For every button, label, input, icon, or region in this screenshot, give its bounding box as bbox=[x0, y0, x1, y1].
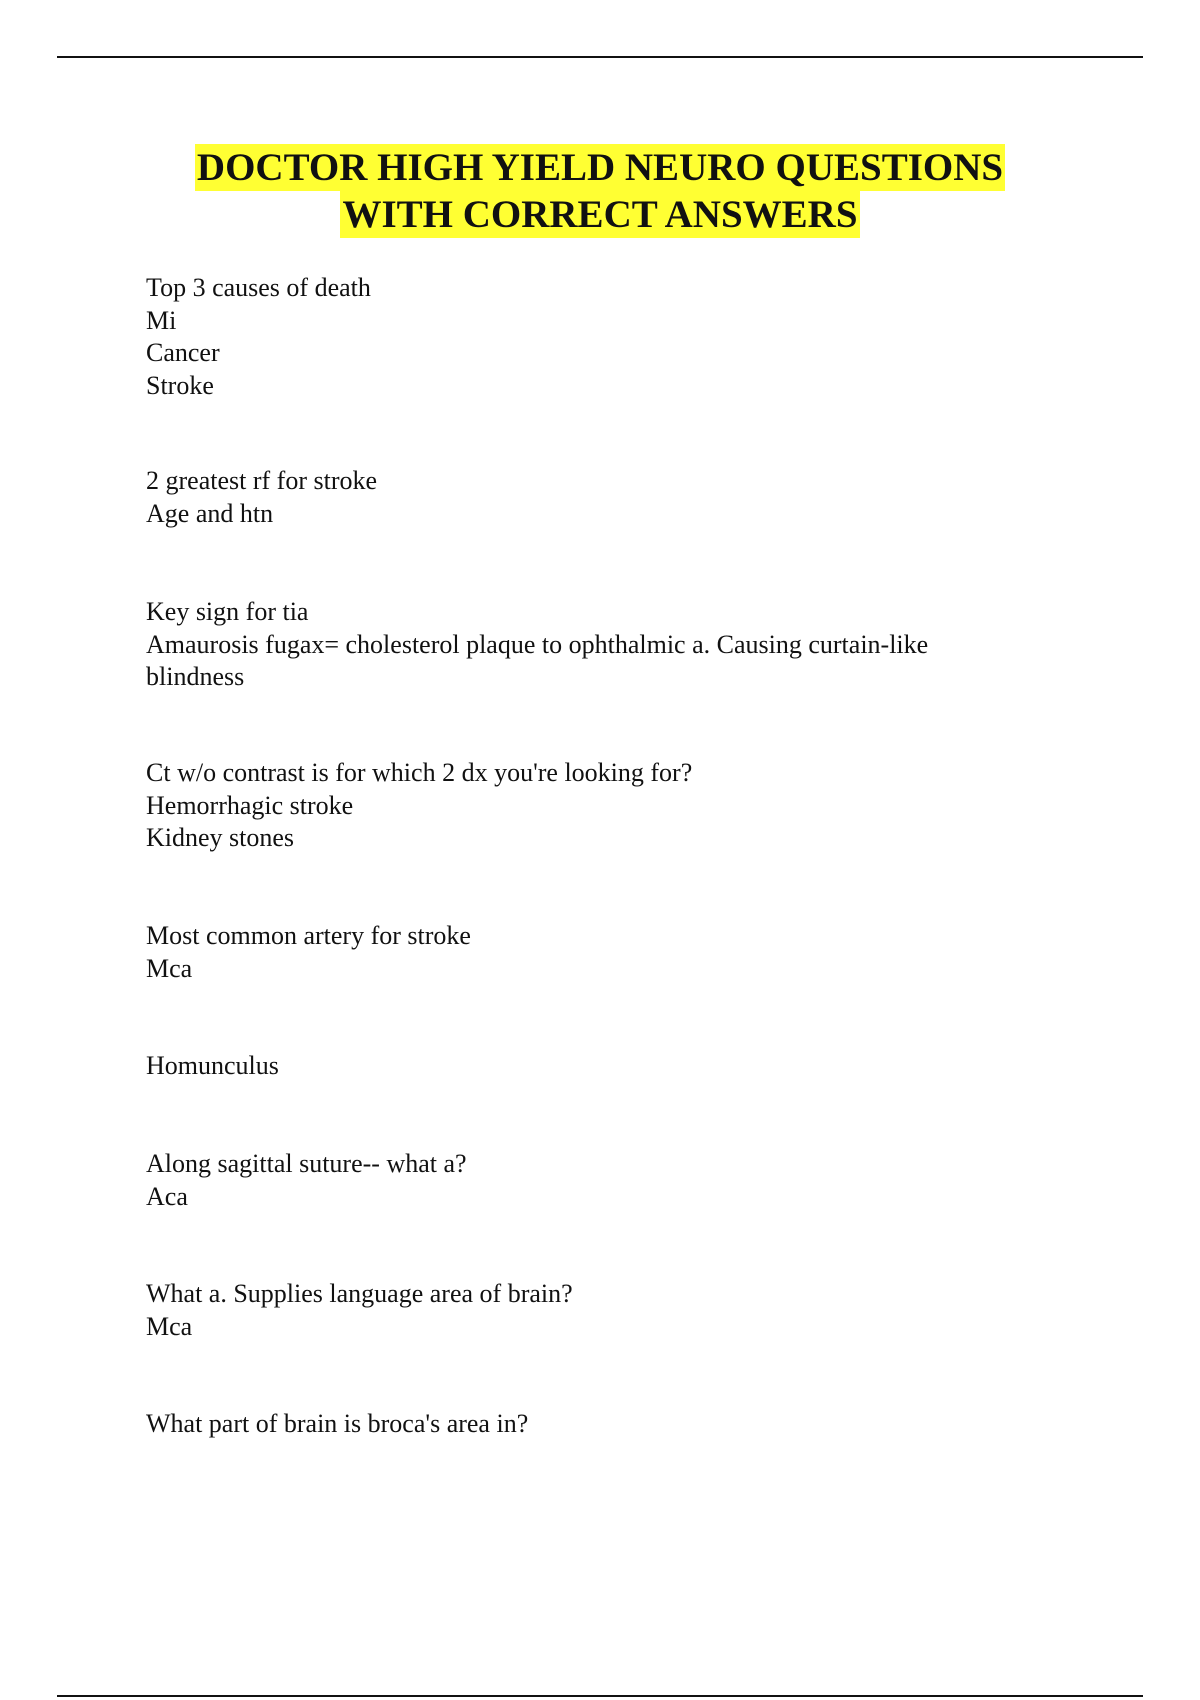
question-text: Along sagittal suture-- what a? bbox=[146, 1149, 467, 1178]
answer-text: Stroke bbox=[146, 370, 214, 400]
title-line-1: DOCTOR HIGH YIELD NEURO QUESTIONS bbox=[196, 146, 1004, 189]
title-line-2: WITH CORRECT ANSWERS bbox=[342, 193, 858, 236]
answer-text: Mca bbox=[146, 953, 193, 983]
qa-item-7 bbox=[146, 1148, 1046, 1213]
qa-item-9 bbox=[146, 1408, 1046, 1441]
page-title bbox=[0, 144, 1200, 238]
qa-item-6 bbox=[146, 1050, 1046, 1083]
answer-text: Kidney stones bbox=[146, 823, 295, 852]
qa-item-2 bbox=[146, 465, 1046, 530]
bottom-rule bbox=[57, 1695, 1143, 1697]
qa-item-8 bbox=[146, 1278, 1046, 1343]
qa-item-3 bbox=[146, 596, 1046, 694]
answer-text: Aca bbox=[146, 1181, 188, 1211]
question-text: Ct w/o contrast is for which 2 dx you're looking for? bbox=[146, 758, 693, 787]
qa-item-5 bbox=[146, 920, 1046, 985]
question-text: What part of brain is broca's area in? bbox=[146, 1409, 529, 1438]
question-text: What a. Supplies language area of brain? bbox=[146, 1279, 573, 1308]
answer-text: Mi bbox=[146, 305, 177, 335]
question-text: Homunculus bbox=[146, 1051, 279, 1080]
answer-text: Age and htn bbox=[146, 498, 274, 528]
answer-text: Cancer bbox=[146, 338, 220, 367]
answer-text: Hemorrhagic stroke bbox=[146, 790, 354, 820]
answer-text: blindness bbox=[146, 662, 245, 691]
qa-item-4 bbox=[146, 757, 1046, 855]
question-text: Most common artery for stroke bbox=[146, 921, 471, 950]
answer-text: Amaurosis fugax= cholesterol plaque to ophthalmic a. Causing curtain-like bbox=[146, 629, 929, 659]
answer-text: Mca bbox=[146, 1311, 193, 1341]
qa-item-1 bbox=[146, 272, 1046, 402]
question-text: 2 greatest rf for stroke bbox=[146, 466, 378, 495]
question-text: Key sign for tia bbox=[146, 597, 309, 626]
question-text: Top 3 causes of death bbox=[146, 273, 371, 302]
top-rule bbox=[57, 56, 1143, 58]
